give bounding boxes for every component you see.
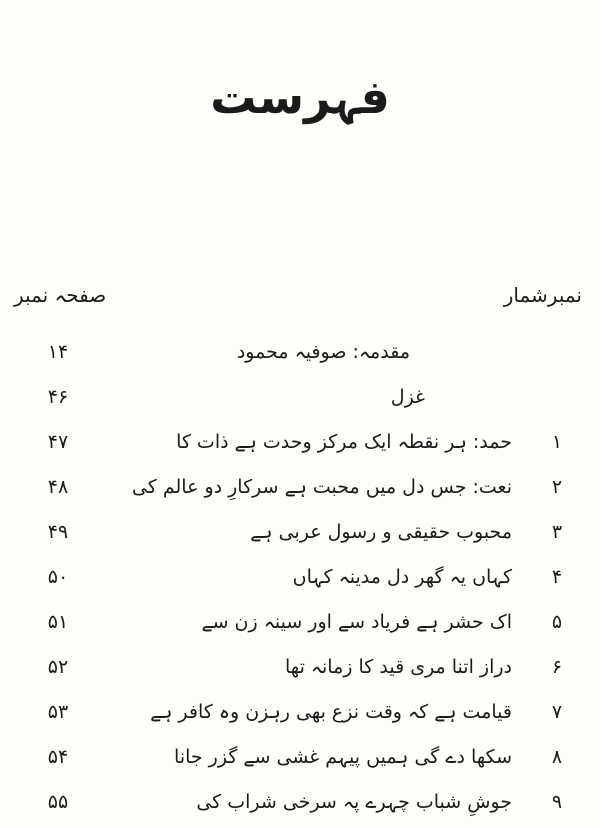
toc-row [0,468,600,513]
toc-row [0,603,600,648]
entry-number: ۳ [551,521,563,543]
entry-title: دراز اتنا مری قید کا زمانہ تھا [285,656,512,678]
entry-title: غزل [390,386,425,408]
entry-page: ۴۶ [47,386,69,408]
toc-row [0,333,600,378]
entry-title: کہاں یہ گھر دل مدینہ کہاں [292,566,512,588]
page-title: فہرست [210,70,390,124]
toc-row [0,648,600,693]
page-number-header: صفحہ نمبر [14,283,107,307]
entry-number: ۷ [551,701,563,723]
entry-title: محبوب حقیقی و رسول عربی ہے [250,521,512,543]
entry-number: ۶ [551,656,563,678]
entry-page: ۱۴ [47,341,69,363]
entry-title: حمد: ہر نقطہ ایک مرکز وحدت ہے ذات کا [176,431,512,453]
entry-page: ۵۳ [47,701,69,723]
toc-row [0,558,600,603]
entry-title: مقدمہ: صوفیہ محمود [236,341,410,363]
entry-number: ۸ [551,746,563,768]
toc-row [0,693,600,738]
entry-page: ۵۲ [47,656,69,678]
entry-title: سکھا دے گی ہمیں پیہم غشی سے گزر جانا [174,746,512,768]
entry-number: ۲ [551,476,563,498]
entry-page: ۴۹ [47,521,69,543]
toc-list [0,333,600,828]
entry-page: ۵۱ [47,611,69,633]
entry-title: جوشِ شباب چہرے پہ سرخی شراب کی [196,791,512,813]
entry-title: قیامت ہے کہ وقت نزع بھی رہزن وہ کافر ہے [150,701,512,723]
entry-number: ۱ [551,431,563,453]
entry-page: ۵۵ [47,791,69,813]
entry-page: ۵۰ [47,566,69,588]
toc-row [0,783,600,828]
toc-row [0,513,600,558]
entry-number: ۹ [551,791,563,813]
entry-number: ۵ [551,611,563,633]
toc-row [0,738,600,783]
entry-page: ۴۷ [47,431,69,453]
entry-title: اک حشر ہے فریاد سے اور سینہ زن سے [201,611,512,633]
entry-title: نعت: جس دل میں محبت ہے سرکارِ دو عالم کی [131,476,512,498]
entry-number: ۴ [551,566,563,588]
entry-page: ۴۸ [47,476,69,498]
toc-row [0,378,600,423]
toc-row [0,423,600,468]
serial-number-header: نمبرشمار [503,283,582,307]
entry-page: ۵۴ [47,746,69,768]
